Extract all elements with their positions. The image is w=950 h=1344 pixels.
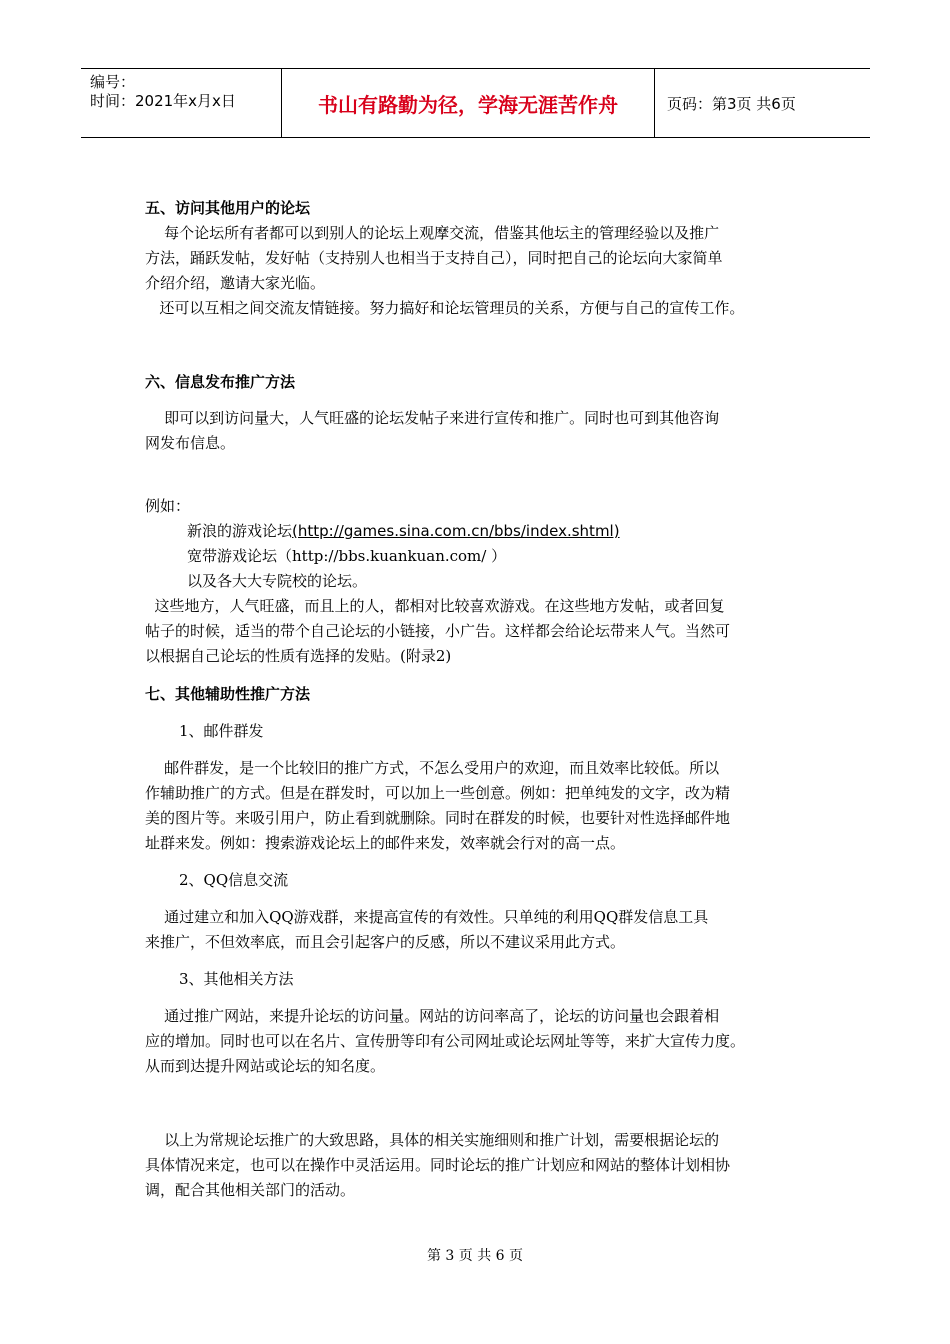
page-footer: 第 3 页 共 6 页	[426, 1248, 524, 1264]
s7-2-title: 2、QQ信息交流	[179, 871, 289, 889]
s7-1-line4: 址群来发。例如：搜索游戏论坛上的邮件来发，效率就会行对的高一点。	[145, 834, 626, 852]
conclusion-line3: 调，配合其他相关部门的活动。	[145, 1181, 356, 1199]
example-1-link[interactable]: (http://games.sina.com.cn/bbs/index.shtml)	[292, 522, 620, 540]
s6-para2-line1: 这些地方，人气旺盛，而且上的人，都相对比较喜欢游戏。在这些地方发帖，或者回复	[145, 597, 725, 615]
example-2: 宽带游戏论坛（http://bbs.kuankuan.com/ ）	[187, 547, 507, 565]
doc-date: 时间：2021年x月x日	[90, 92, 236, 110]
section-5-title: 五、访问其他用户的论坛	[145, 199, 311, 217]
example-label: 例如：	[145, 497, 191, 515]
s7-1-line3: 美的图片等。来吸引用户，防止看到就删除。同时在群发的时候，也要针对性选择邮件地	[145, 809, 731, 827]
conclusion-line2: 具体情况来定，也可以在操作中灵活运用。同时论坛的推广计划应和网站的整体计划相协	[145, 1156, 731, 1174]
s6-para1-line2: 网发布信息。	[145, 434, 236, 452]
s7-1-line2: 作辅助推广的方式。但是在群发时，可以加上一些创意。例如：把单纯发的文字，改为精	[145, 784, 731, 802]
s6-para2-line3: 以根据自己论坛的性质有选择的发贴。(附录2)	[145, 647, 452, 665]
example-1-text: 新浪的游戏论坛	[187, 522, 293, 540]
s5-para1-line2: 方法，踊跃发帖，发好帖（支持别人也相当于支持自己），同时把自己的论坛向大家简单	[145, 249, 723, 267]
example-3: 以及各大大专院校的论坛。	[187, 572, 368, 590]
doc-number-label: 编号：	[90, 73, 136, 91]
document-body	[145, 196, 815, 1203]
s6-para1-line1: 即可以到访问量大，人气旺盛的论坛发帖子来进行宣传和推广。同时也可到其他咨询	[145, 409, 720, 427]
document-header	[81, 68, 870, 138]
s7-3-line2: 应的增加。同时也可以在名片、宣传册等印有公司网址或论坛网址等等，来扩大宣传力度。	[145, 1032, 746, 1050]
header-meta-cell	[81, 69, 282, 137]
s7-1-line1: 邮件群发，是一个比较旧的推广方式，不怎么受用户的欢迎，而且效率比较低。所以	[145, 759, 720, 777]
section-6-title: 六、信息发布推广方法	[145, 373, 296, 391]
s7-3-line3: 从而到达提升网站或论坛的知名度。	[145, 1057, 386, 1075]
s7-2-line2: 来推广，不但效率底，而且会引起客户的反感，所以不建议采用此方式。	[145, 933, 626, 951]
s7-1-title: 1、邮件群发	[179, 722, 264, 740]
example-1	[145, 519, 815, 544]
s7-2-line1: 通过建立和加入QQ游戏群，来提高宣传的有效性。只单纯的利用QQ群发信息工具	[145, 908, 709, 926]
header-page-info: 页码：第3页 共6页	[667, 94, 796, 113]
section-7-title: 七、其他辅助性推广方法	[145, 685, 311, 703]
conclusion-line1: 以上为常规论坛推广的大致思路，具体的相关实施细则和推广计划，需要根据论坛的	[145, 1131, 720, 1149]
s7-3-line1: 通过推广网站，来提升论坛的访问量。网站的访问率高了，论坛的访问量也会跟着相	[145, 1007, 720, 1025]
s7-3-title: 3、其他相关方法	[179, 970, 294, 988]
s6-para2-line2: 帖子的时候，适当的带个自己论坛的小链接，小广告。这样都会给论坛带来人气。当然可	[145, 622, 731, 640]
s5-para1-line1: 每个论坛所有者都可以到别人的论坛上观摩交流，借鉴其他坛主的管理经验以及推广	[145, 224, 720, 242]
s5-para1-line3: 介绍介绍，邀请大家光临。	[145, 274, 326, 292]
s5-para2: 还可以互相之间交流友情链接。努力搞好和论坛管理员的关系，方便与自己的宣传工作。	[145, 299, 745, 317]
header-motto: 书山有路勤为径，学海无涯苦作舟	[282, 69, 655, 137]
